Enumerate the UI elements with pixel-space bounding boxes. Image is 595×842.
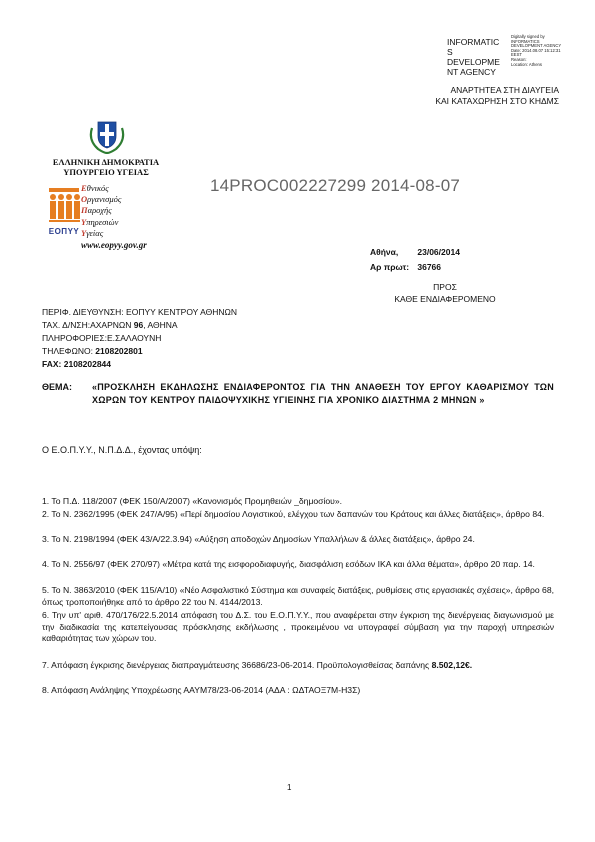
signature-detail: DEVELOPMENT AGENCY xyxy=(511,43,562,49)
fax-label: FAX: xyxy=(42,359,64,369)
organization-name xyxy=(81,183,121,239)
fax-value: 2108202844 xyxy=(63,359,112,369)
protocol-line xyxy=(370,260,460,275)
recipient-label: ΠΡΟΣ xyxy=(433,282,457,292)
posting-notice xyxy=(435,85,559,107)
signature-detail: EEST xyxy=(511,52,522,58)
org-initial: Υ xyxy=(81,216,87,227)
intro-text: Ο Ε.Ο.Π.Υ.Υ., Ν.Π.Δ.Δ., έχοντας υπόψη: xyxy=(42,445,202,455)
address-city: , ΑΘΗΝΑ xyxy=(143,320,178,330)
page-number: 1 xyxy=(287,783,292,792)
date-protocol xyxy=(370,245,460,275)
list-item: 6. Την υπ' αριθ. 470/176/22.5.2014 απόφαση του Δ.Σ. του Ε.Ο.Π.Υ.Υ., που αναφέρεται στην έγκριση της διενέργειας διαγωνισμού με την διαδικασία της κατεπείγουσας πρόσκλησης εκδήλωσης , προκειμένου να υπογραφεί σύμβαση για την παροχή υπηρεσιών καθαριότητας των χώρων του. xyxy=(42,610,554,643)
org-initial: Ο xyxy=(81,194,88,205)
list-item: 1. Το Π.Δ. 118/2007 (ΦΕΚ 150/Α/2007) «Κανονισμός Προμηθειών _δημοσίου». xyxy=(42,496,343,506)
greek-emblem-icon xyxy=(88,118,126,154)
signature-main xyxy=(447,37,509,77)
org-initial: Ε xyxy=(81,183,87,193)
date-value: 23/06/2014 xyxy=(417,247,460,257)
org-line xyxy=(81,217,121,228)
sender-department: ΠΕΡΙΦ. ΔΙΕΥΘΥΝΣΗ: ΕΟΠΥΥ ΚΕΝΤΡΟΥ ΑΘΗΝΩΝ xyxy=(42,307,237,317)
signature-line: DEVELOPME xyxy=(447,57,500,67)
gov-line: ΥΠΟΥΡΓΕΙΟ ΥΓΕΙΑΣ xyxy=(63,167,149,177)
phone-label: ΤΗΛΕΦΩΝΟ: xyxy=(42,346,96,356)
phone-value: 2108202801 xyxy=(95,346,143,356)
org-line xyxy=(81,194,121,205)
document-id: 14PROC002227299 2014-08-07 xyxy=(210,176,460,195)
address-number: 96 xyxy=(133,320,144,330)
date-line xyxy=(370,245,460,260)
list-item: 5. Το Ν. 3863/2010 (ΦΕΚ 115/Α/10) «Νέο Ασφαλιστικό Σύστημα και συναφείς διατάξεις, ρυθμίσεις στις εργασιακές σχέσεις», άρθρο 68, όπως τροποποιήθηκε από το άρθρο 22 του Ν. 4144/2013. xyxy=(42,585,554,607)
date-label: Αθήνα, xyxy=(370,247,399,257)
website: www.eopyy.gov.gr xyxy=(81,240,147,250)
signature-line: NT AGENCY xyxy=(447,67,496,77)
signature-line: S xyxy=(447,47,453,57)
sender-fax xyxy=(42,358,237,371)
signature-detail: Digitally signed by xyxy=(511,34,545,39)
org-word: πηρεσιών xyxy=(86,216,119,227)
org-initial: Υ xyxy=(81,227,87,238)
org-initial: Π xyxy=(81,205,88,216)
logo-text: ΕΟΠΥΥ xyxy=(48,227,80,236)
org-line xyxy=(81,205,121,216)
org-word: ργανισμός xyxy=(87,194,122,205)
list-item: 2. Το Ν. 2362/1995 (ΦΕΚ 247/Α/95) «Περί δημοσίου Λογιστικού, ελέγχου των δαπανών του Κράτους και άλλες διατάξεις», άρθρο 84. xyxy=(42,509,545,519)
recipient xyxy=(380,281,510,305)
sender-phone xyxy=(42,345,237,358)
list-item xyxy=(42,660,554,672)
list-item: 8. Απόφαση Ανάληψης Υποχρέωσης ΑΑΥΜ78/23-06-2014 (ΑΔΑ : ΩΔΤΑΟΞ7Μ-Η3Σ) xyxy=(42,685,361,695)
sender-details xyxy=(42,306,237,371)
protocol-value: 36766 xyxy=(417,262,442,272)
sender-contact: ΠΛΗΡΟΦΟΡΙΕΣ:Ε.ΣΑΛΑΟΥΝΗ xyxy=(42,333,162,343)
signature-line: INFORMATIC xyxy=(447,37,500,47)
org-line xyxy=(81,228,121,239)
signature-detail: Date: 2014.08.07 15:12:31 xyxy=(511,47,561,53)
posting-line: ΚΑΙ ΚΑΤΑΧΩΡΗΣΗ ΣΤΟ ΚΗΔΜΣ xyxy=(435,96,559,106)
list-item: 4. Το Ν. 2556/97 (ΦΕΚ 270/97) «Μέτρα κατά της εισφοροδιαφυγής, διασφάλιση εσόδων ΙΚΑ και άλλα θέματα», άρθρο 20 παρ. 14. xyxy=(42,559,535,569)
government-header xyxy=(44,157,168,177)
eopyy-logo-icon xyxy=(48,184,82,232)
org-word: θνικός xyxy=(86,183,109,193)
subject-label: ΘΕΜΑ: xyxy=(42,382,72,392)
protocol-label: Αρ πρωτ: xyxy=(370,262,410,272)
list-item: 3. Το Ν. 2198/1994 (ΦΕΚ 43/Α/22.3.94) «Αύξηση αποδοχών Δημοσίων Υπαλλήλων & άλλες διατάξεις», άρθρο 24. xyxy=(42,534,475,544)
signature-detail: INFORMATICS xyxy=(511,38,540,44)
org-word: αροχής xyxy=(87,205,112,216)
signature-detail: Location: Athens xyxy=(511,61,542,67)
recipient-value: ΚΑΘΕ ΕΝΔΙΑΦΕΡΟΜΕΝΟ xyxy=(394,294,496,304)
org-line xyxy=(81,183,121,194)
sender-address xyxy=(42,319,237,332)
org-word: γείας xyxy=(86,227,104,238)
address-street: ΤΑΧ. Δ/ΝΣΗ:ΑΧΑΡΝΩΝ xyxy=(42,320,134,330)
budget-amount: 8.502,12€. xyxy=(431,660,473,670)
signature-details xyxy=(511,35,591,67)
signature-detail: Reason: xyxy=(511,56,527,62)
subject-text: «ΠΡΟΣΚΛΗΣΗ ΕΚΔΗΛΩΣΗΣ ΕΝΔΙΑΦΕΡΟΝΤΟΣ ΓΙΑ ΤΗΝ ΑΝΑΘΕΣΗ ΤΟΥ ΕΡΓΟΥ ΚΑΘΑΡΙΣΜΟΥ ΤΩΝ ΧΩΡΩΝ ΤΟΥ ΚΕΝΤΡΟΥ ΠΑΙΔΟΨΥΧΙΚΗΣ ΥΓΙΕΙΝΗΣ ΓΙΑ ΧΡΟΝΙΚΟ ΔΙΑΣΤΗΜΑ 2 ΜΗΝΩΝ » xyxy=(92,382,554,405)
gov-line: ΕΛΛΗΝΙΚΗ ΔΗΜΟΚΡΑΤΙΑ xyxy=(52,157,160,167)
subject xyxy=(42,381,554,406)
posting-line: ΑΝΑΡΤΗΤΕΑ ΣΤΗ ΔΙΑΥΓΕΙΑ xyxy=(450,85,559,95)
item-text: 7. Απόφαση έγκρισης διενέργειας διαπραγμάτευσης 36686/23-06-2014. Προϋπολογισθείσας δαπάνης xyxy=(42,660,432,670)
